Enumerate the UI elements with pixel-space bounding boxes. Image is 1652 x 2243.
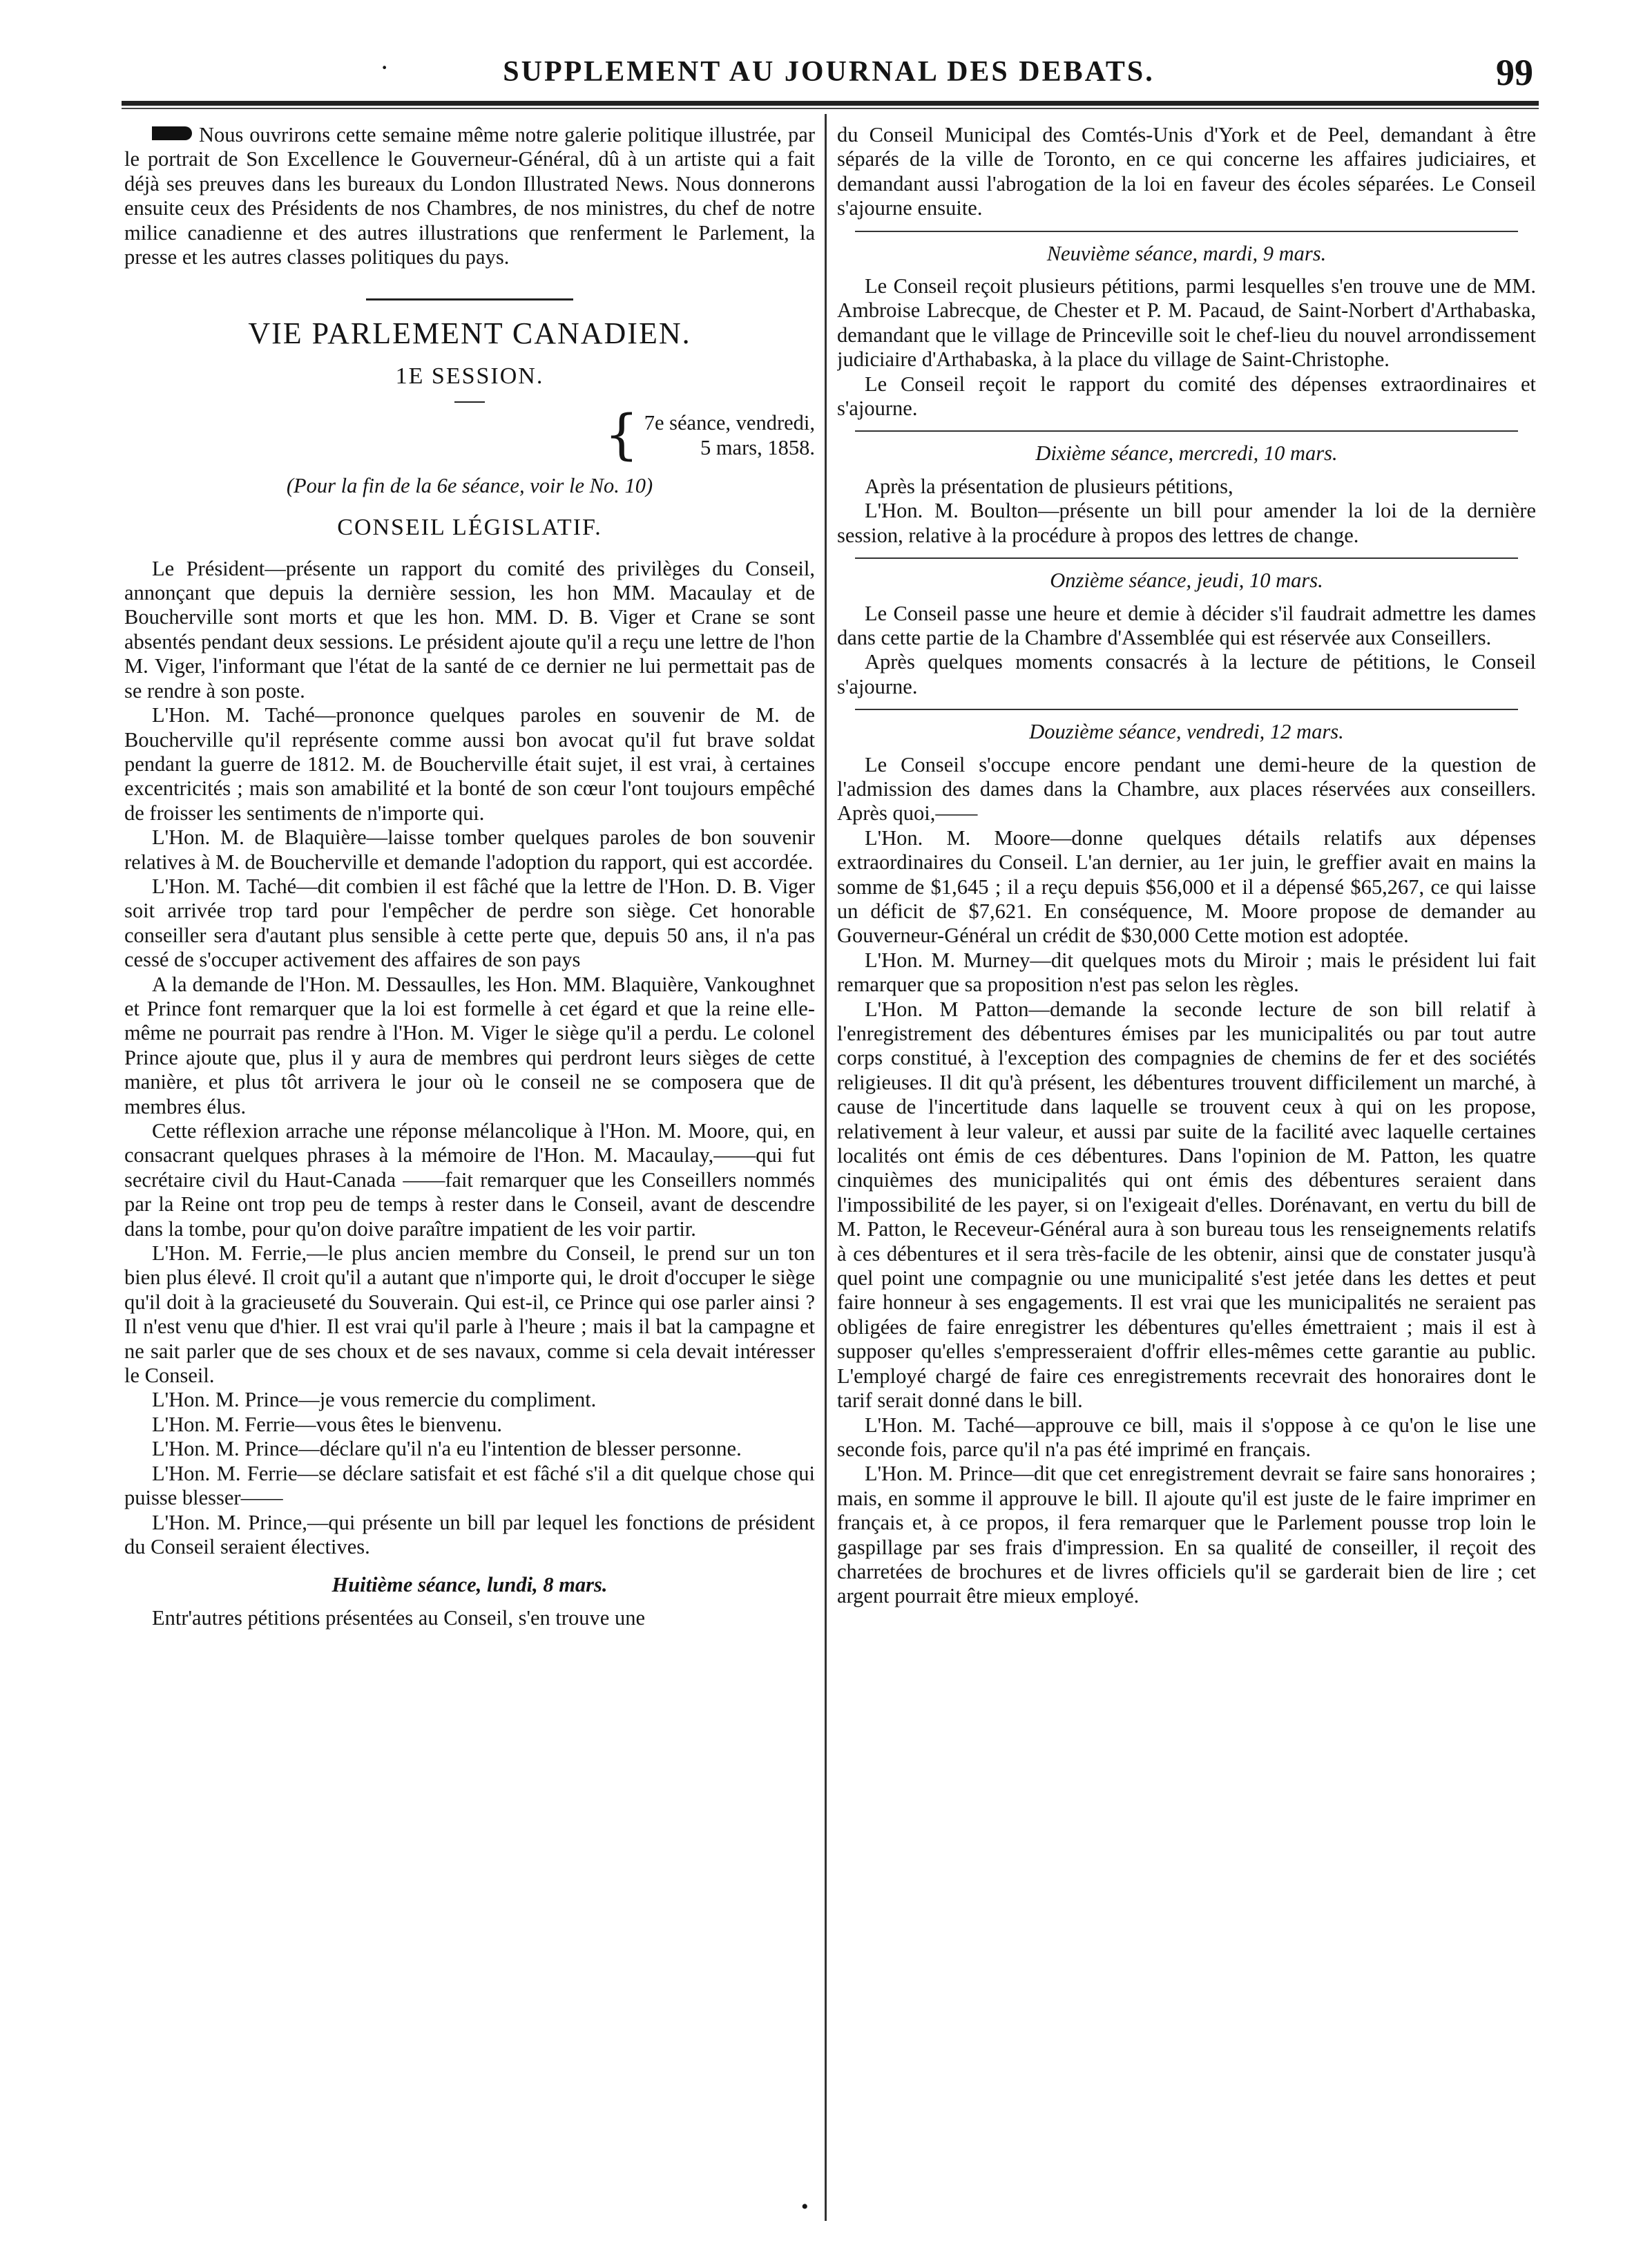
sitting-date-block <box>124 404 815 467</box>
paragraph: L'Hon. M. Prince,—qui présente un bill par lequel les fonctions de président du Conseil seraient électives. <box>124 1510 815 1558</box>
section-separator <box>855 430 1518 432</box>
paragraph: L'Hon. M. Taché—dit combien il est fâché que la lettre de l'Hon. D. B. Viger soit arrivée trop tard pour l'empêcher de perdre son siège. Cet honorable conseiller sera d'autant plus sensible à cette perte que, depuis 50 ans, il n'a pas cessé de s'occuper activement des affaires de son pays <box>124 874 815 972</box>
paragraph: L'Hon. M. Ferrie—se déclare satisfait et est fâché s'il a dit quelque chose qui puisse blesser—— <box>124 1461 815 1510</box>
paragraph: L'Hon. M. Taché—approuve ce bill, mais il s'oppose à ce qu'on le lise une seconde fois, parce qu'il n'a pas été imprimé en français. <box>837 1413 1536 1461</box>
page-number: 99 <box>1496 52 1533 93</box>
paragraph: L'Hon. M. Prince—dit que cet enregistrement devrait se faire sans honoraires ; mais, en somme il approuve le bill. Il ajoute qu'il est juste de le faire imprimer en français et, à ce propos, il fera remarquer que le Parlement pousse trop loin le gaspillage par ses frais d'impression. En sa qualité de conseiller, il reçoit des charretées de brochures et de livres officiels qu'il se garderait bien de lire ; cet argent pourrait être mieux employé. <box>837 1462 1536 1608</box>
right-column <box>837 123 1536 2223</box>
paragraph: Entr'autres pétitions présentées au Conseil, s'en trouve une <box>152 1605 645 1630</box>
paragraph: Après quelques moments consacrés à la lecture de pétitions, le Conseil s'ajourne. <box>837 650 1536 698</box>
paragraph: Le Conseil s'occupe encore pendant une demi-heure de la question de l'admission des dames dans la Chambre, aux places réservées aux conseillers. Après quoi,—— <box>837 752 1536 825</box>
sitting-heading: Neuvième séance, mardi, 9 mars. <box>1046 241 1327 265</box>
brace-icon: { <box>604 404 639 467</box>
paragraph: L'Hon. M. Taché—prononce quelques paroles en souvenir de M. de Boucherville qu'il représente comme aussi bon avocat qu'il fut brave soldat pendant la guerre de 1812. M. de Boucherville était sujet, il est vrai, à certaines excentricités ; mais son amabilité et la bonté de son cœur l'ont toujours empêché de froisser les sentiments de n'importe qui. <box>124 703 815 825</box>
paragraph: L'Hon. M. Prince—je vous remercie du compliment. <box>152 1388 597 1412</box>
sitting-line-1: 7e séance, vendredi, <box>644 411 815 435</box>
short-rule <box>454 401 485 403</box>
header-rule-thin <box>122 108 1539 109</box>
section-separator <box>855 709 1518 710</box>
left-column <box>124 123 815 2223</box>
sitting-line-2: 5 mars, 1858. <box>700 435 815 459</box>
gallery-announcement: Nous ouvrirons cette semaine même notre galerie politique illustrée, par le portrait de Son Excellence le Gouverneur-Général, dû à un artiste qui a fait déjà ses preuves dans les bureaux du London Illustrated News. Nous donnerons ensuite ceux des Présidents de nos Chambres, de nos ministres, du chef de notre milice canadienne et des autres illustrations que renferment le Parlement, la presse et les autres classes politiques du pays. <box>124 123 815 269</box>
section-separator <box>855 231 1518 232</box>
column-divider <box>825 114 827 2221</box>
header-rule <box>122 101 1539 106</box>
header-mark: · <box>380 52 390 83</box>
footer-mark: • <box>801 2195 809 2218</box>
session-heading: 1E SESSION. <box>395 363 544 390</box>
paragraph: Le Conseil reçoit plusieurs pétitions, parmi lesquelles s'en trouve une de MM. Ambroise Labrecque, de Chester et P. M. Pacaud, de Saint-Norbert d'Arthabaska, demandant que le village de Princeville soit le chef-lieu du nouvel arrondissement judiciaire d'Arthabaska, à la place du village de Saint-Christophe. <box>837 274 1536 372</box>
paragraph: du Conseil Municipal des Comtés-Unis d'York et de Peel, demandant à être séparés de la ville de Toronto, en ce qui concerne les affaires judiciaires, et demandant aussi l'abrogation de la loi en faveur des écoles séparées. Le Conseil s'ajourne ensuite. <box>837 123 1536 220</box>
paragraph: A la demande de l'Hon. M. Dessaulles, les Hon. MM. Blaquière, Vankoughnet et Prince font remarquer que la loi est formelle à cet égard et que la reine elle-même ne pourrait pas rendre à l'Hon. M. Viger le siège qu'il a perdu. Le colonel Prince ajoute que, plus il y aura de membres qui perdront leurs sièges de cette manière, et plus tôt arrivera le jour où le conseil ne se composera que de membres élus. <box>124 972 815 1118</box>
paragraph: L'Hon. M. Murney—dit quelques mots du Miroir ; mais le président lui fait remarquer que sa proposition n'est pas selon les règles. <box>837 948 1536 997</box>
paragraph: L'Hon. M. Boulton—présente un bill pour amender la loi de la dernière session, relative à la procédure à propos des lettres de change. <box>837 499 1536 547</box>
paragraph: L'Hon. M. de Blaquière—laisse tomber quelques paroles de bon souvenir relatives à M. de Boucherville et demande l'adoption du rapport, qui est accordée. <box>124 825 815 874</box>
pointing-hand-icon <box>152 126 192 140</box>
paragraph: Le Conseil passe une heure et demie à décider s'il faudrait admettre les dames dans cette partie de la Chambre d'Assemblée qui est réservée aux Conseillers. <box>837 601 1536 649</box>
paragraph: L'Hon. M Patton—demande la seconde lecture de son bill relatif à l'enregistrement des débentures émises par les municipalités ou par tout autre corps constitué, à l'exception des compagnies de chemins de fer et des sociétés religieuses. Il dit qu'à présent, les débentures trouvent difficilement un marché, à cause de l'incertitude dans laquelle se trouvent ceux à qui on les propose, relativement à leur valeur, et aussi par suite de la facilité avec laquelle certaines localités ont émis de ces débentures. Dans l'opinion de M. Patton, les quatre cinquièmes des municipalités qui ont émis des débentures seraient dans l'impossibilité de les payer, si on l'exigeait d'elles. Dorénavant, en vertu du bill de M. Patton, le Receveur-Général aura à son bureau tous les renseignements relatifs à ces débentures et il sera très-facile de les obtenir, ainsi que de constater jusqu'à quel point une compagnie ou une municipalité s'est jetée dans les dettes et peut faire honneur à ses engagements. Il est vrai que les municipalités ne seraient pas obligées de faire enregistrer les débentures qu'elles émettraient ; mais il est à supposer qu'elles s'empresseraient d'offrir elles-mêmes cette garantie au public. L'employé chargé de faire ces enregistrements recevrait des honoraires dont le tarif serait donné dans le bill. <box>837 997 1536 1413</box>
paragraph: Après la présentation de plusieurs pétitions, <box>865 474 1233 498</box>
paragraph: Le Conseil reçoit le rapport du comité des dépenses extraordinaires et s'ajourne. <box>837 372 1536 421</box>
section-separator <box>855 557 1518 559</box>
sitting-heading: Dixième séance, mercredi, 10 mars. <box>1035 441 1338 466</box>
page-header <box>117 51 1540 99</box>
sitting-heading: Onzième séance, jeudi, 10 mars. <box>1050 569 1323 593</box>
continuation-note: (Pour la fin de la 6e séance, voir le No. 10) <box>286 474 653 498</box>
paragraph: L'Hon. M. Ferrie,—le plus ancien membre du Conseil, le prend sur un ton bien plus élevé. Il croit qu'il a autant que n'importe qui, le droit d'occuper le siège qu'il doit à la gracieuseté du Souverain. Qui est-il, ce Prince qui ose parler ainsi ? Il n'est venu que d'hier. Il est vrai qu'il parle à l'heure ; mais il bat la campagne et ne sait parler que de ses choux et de ses navaux, comme si cela devait intéresser le Conseil. <box>124 1241 815 1388</box>
paragraph: L'Hon. M. Moore—donne quelques détails relatifs aux dépenses extraordinaires du Conseil. L'an dernier, au 1er juin, le greffier avait en mains la somme de $1,645 ; il a reçu depuis $56,000 et il a dépensé $65,267, ce qui laisse un déficit de $7,621. En conséquence, M. Moore propose de demander au Gouverneur-Général un crédit de $30,000 Cette motion est adoptée. <box>837 825 1536 948</box>
paragraph: Cette réflexion arrache une réponse mélancolique à l'Hon. M. Moore, qui, en consacrant quelques phrases à la mémoire de l'Hon. M. Macaulay,——qui fut secrétaire civil du Haut-Canada ——fait remarquer que les Conseillers nommés par la Reine ont trop peu de temps à rester dans le Conseil, avant de descendre dans la tombe, pour qu'on doive paraître impatient de les voir partir. <box>124 1119 815 1241</box>
paragraph: L'Hon. M. Ferrie—vous êtes le bienvenu. <box>152 1412 502 1436</box>
paragraph: L'Hon. M. Prince—déclare qu'il n'a eu l'intention de blesser personne. <box>152 1437 742 1461</box>
sitting-heading: Douzième séance, vendredi, 12 mars. <box>1029 720 1344 744</box>
section-heading: VIE PARLEMENT CANADIEN. <box>248 316 691 351</box>
sitting-heading: Huitième séance, lundi, 8 mars. <box>332 1573 608 1597</box>
paragraph: Le Président—présente un rapport du comité des privilèges du Conseil, annonçant que depuis la dernière session, les hon MM. Macaulay et de Boucherville sont morts et que les hon. MM. D. B. Viger et Crane se sont absentés pendant deux sessions. Le président ajoute qu'il a reçu une lettre de l'hon M. Viger, l'informant que l'état de la santé de ce dernier ne lui permettait pas de se rendre à son poste. <box>124 556 815 703</box>
council-heading: CONSEIL LÉGISLATIF. <box>337 514 602 540</box>
running-title: SUPPLEMENT AU JOURNAL DES DEBATS. <box>503 56 1155 88</box>
